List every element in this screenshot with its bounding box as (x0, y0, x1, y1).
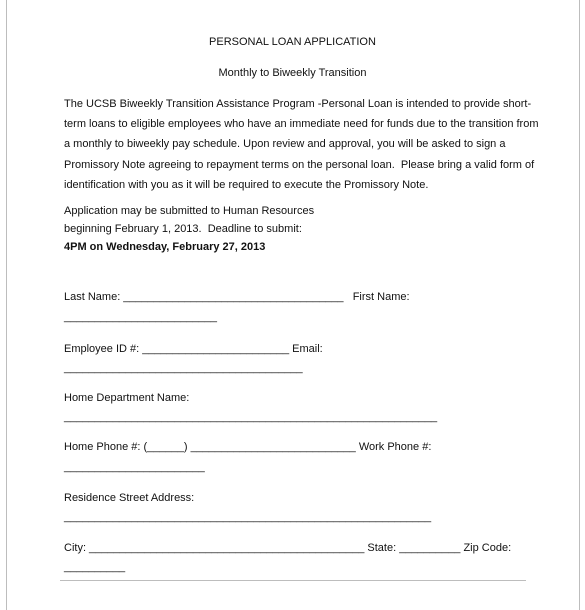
intro-paragraph-line-3: a monthly to biweekly pay schedule. Upon review and approval, you will be asked to sign a (64, 138, 506, 150)
submission-line-1: Application may be submitted to Human Resources (64, 205, 315, 217)
right-page-border (579, 0, 580, 610)
department-field-line[interactable]: _____________________________________________________________ (64, 411, 438, 423)
employee-id-email-line[interactable]: Employee ID #: ________________________ Email: (64, 343, 323, 355)
left-page-border (6, 0, 7, 610)
first-name-field-line[interactable]: _________________________ (64, 311, 217, 323)
intro-paragraph-line-4: Promissory Note agreeing to repayment terms on the personal loan. Please bring a valid form of (64, 159, 535, 171)
email-field-line[interactable]: _______________________________________ (64, 362, 303, 374)
intro-paragraph-line-5: identification with you as it will be required to execute the Promissory Note. (64, 179, 429, 191)
submission-deadline: 4PM on Wednesday, February 27, 2013 (64, 241, 266, 253)
page-title: PERSONAL LOAN APPLICATION (209, 36, 376, 48)
work-phone-field-line[interactable]: _______________________ (64, 461, 205, 473)
page-subtitle: Monthly to Biweekly Transition (218, 67, 367, 79)
city-state-zip-line[interactable]: City: _____________________________________________ State: __________ Zip Code: (64, 542, 512, 554)
name-fields-line[interactable]: Last Name: ____________________________________ First Name: (64, 291, 410, 303)
zip-code-field-line[interactable]: __________ (64, 561, 126, 573)
bottom-divider (60, 580, 526, 581)
address-label: Residence Street Address: (64, 492, 195, 504)
phone-fields-line[interactable]: Home Phone #: (______) ___________________________ Work Phone #: (64, 441, 432, 453)
submission-line-2: beginning February 1, 2013. Deadline to submit: (64, 223, 302, 235)
department-label: Home Department Name: (64, 392, 190, 404)
intro-paragraph-line-1: The UCSB Biweekly Transition Assistance Program -Personal Loan is intended to provide short- (64, 98, 532, 110)
address-field-line[interactable]: ____________________________________________________________ (64, 511, 432, 523)
intro-paragraph-line-2: term loans to eligible employees who have an immediate need for funds due to the transition from (64, 118, 539, 130)
